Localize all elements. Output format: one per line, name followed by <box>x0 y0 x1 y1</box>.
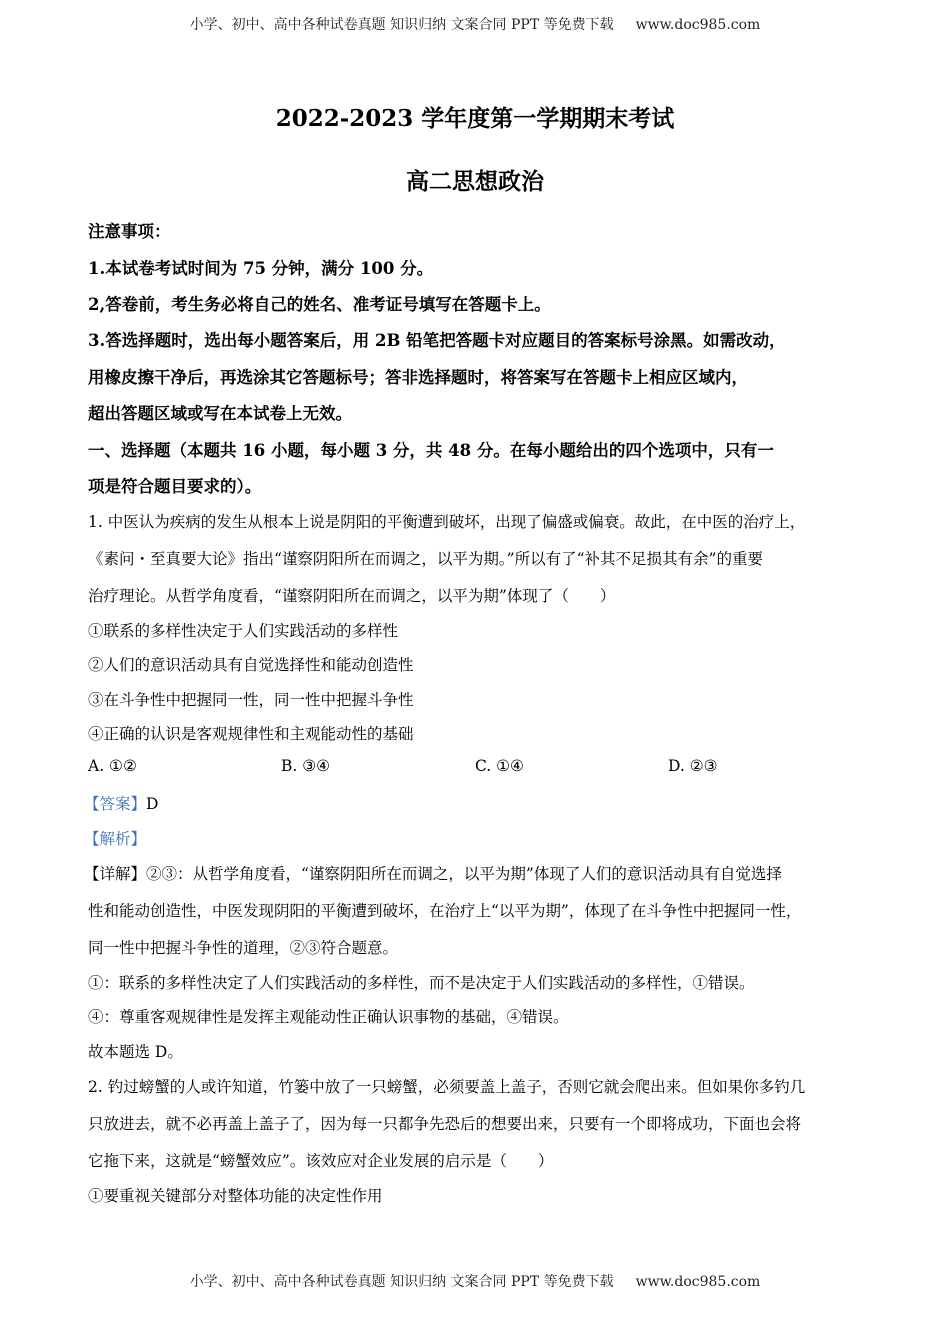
q1-detail: 故本题选 D。 <box>88 1043 183 1061</box>
q2-stem: 它拖下来，这就是“螃蟹效应”。该效应对企业发展的启示是（ ） <box>88 1152 554 1170</box>
q1-item: ④正确的认识是客观规律性和主观能动性的基础 <box>88 725 414 743</box>
analysis-label: 【解析】 <box>84 830 147 848</box>
q2-stem: 只放进去，就不必再盖上盖子了，因为每一只都争先恐后的想要出来，只要有一个即将成功，下面也会将 <box>88 1115 802 1133</box>
notice-line: 3.答选择题时，选出每小题答案后，用 2B 铅笔把答题卡对应题目的答案标号涂黑。如需改动， <box>88 331 786 350</box>
q1-detail: ①：联系的多样性决定了人们实践活动的多样性，而不是决定于人们实践活动的多样性，①错误。 <box>88 974 755 992</box>
q2-item: ①要重视关键部分对整体功能的决定性作用 <box>88 1187 383 1205</box>
q1-stem: 1. 中医认为疾病的发生从根本上说是阴阳的平衡遭到破坏，出现了偏盛或偏衰。故此，在中医的治疗上， <box>88 513 806 531</box>
q1-detail: 性和能动创造性，中医发现阴阳的平衡遭到破坏，在治疗上“以平为期”，体现了在斗争性中把握同一性， <box>88 902 802 920</box>
q1-detail: ④：尊重客观规律性是发挥主观能动性正确认识事物的基础，④错误。 <box>88 1008 569 1026</box>
answer-value: D <box>146 795 159 813</box>
q1-detail: 同一性中把握斗争性的道理，②③符合题意。 <box>88 939 399 957</box>
q1-option-a: A. ①② <box>88 757 137 775</box>
notice-line: 用橡皮擦干净后，再选涂其它答题标号；答非选择题时，将答案写在答题卡上相应区域内， <box>88 368 748 387</box>
page-footer <box>0 1271 950 1291</box>
q2-stem: 2. 钓过螃蟹的人或许知道，竹篓中放了一只螃蟹，必须要盖上盖子，否则它就会爬出来。但如果你多钓几 <box>88 1078 806 1096</box>
exam-title: 2022-2023 学年度第一学期期末考试 <box>275 105 675 132</box>
q1-item: ②人们的意识活动具有自觉选择性和能动创造性 <box>88 656 414 674</box>
footer-site: www.doc985.com <box>635 1274 761 1290</box>
q1-answer <box>84 792 158 814</box>
notice-line: 2,答卷前，考生务必将自己的姓名、准考证号填写在答题卡上。 <box>88 295 551 314</box>
section-heading: 项是符合题目要求的）。 <box>88 477 262 496</box>
exam-subject: 高二思想政治 <box>406 168 544 195</box>
notice-line: 超出答题区域或写在本试卷上无效。 <box>88 404 352 423</box>
header-site: www.doc985.com <box>635 17 761 33</box>
footer-text: 小学、初中、高中各种试卷真题 知识归纳 文案合同 PPT 等免费下载 <box>189 1274 614 1290</box>
q1-item: ③在斗争性中把握同一性，同一性中把握斗争性 <box>88 691 414 709</box>
q1-detail: 【详解】②③：从哲学角度看，“谨察阴阳所在而调之，以平为期”体现了人们的意识活动具有自觉选择 <box>84 865 782 883</box>
q1-stem: 《素问・至真要大论》指出“谨察阴阳所在而调之，以平为期。”所以有了“补其不足损其有余”的重要 <box>88 550 763 568</box>
notice-line: 1.本试卷考试时间为 75 分钟，满分 100 分。 <box>88 259 434 278</box>
q1-stem: 治疗理论。从哲学角度看，“谨察阴阳所在而调之，以平为期”体现了（ ） <box>88 587 616 605</box>
page-header <box>0 14 950 34</box>
answer-label: 【答案】 <box>84 795 147 813</box>
q1-option-d: D. ②③ <box>668 757 718 775</box>
q1-option-c: C. ①④ <box>475 757 524 775</box>
q1-item: ①联系的多样性决定于人们实践活动的多样性 <box>88 622 399 640</box>
header-text: 小学、初中、高中各种试卷真题 知识归纳 文案合同 PPT 等免费下载 <box>189 17 614 33</box>
q1-option-b: B. ③④ <box>281 757 331 775</box>
section-heading: 一、选择题（本题共 16 小题，每小题 3 分，共 48 分。在每小题给出的四个选项中，只有一 <box>88 441 774 460</box>
notice-heading: 注意事项： <box>88 222 171 241</box>
